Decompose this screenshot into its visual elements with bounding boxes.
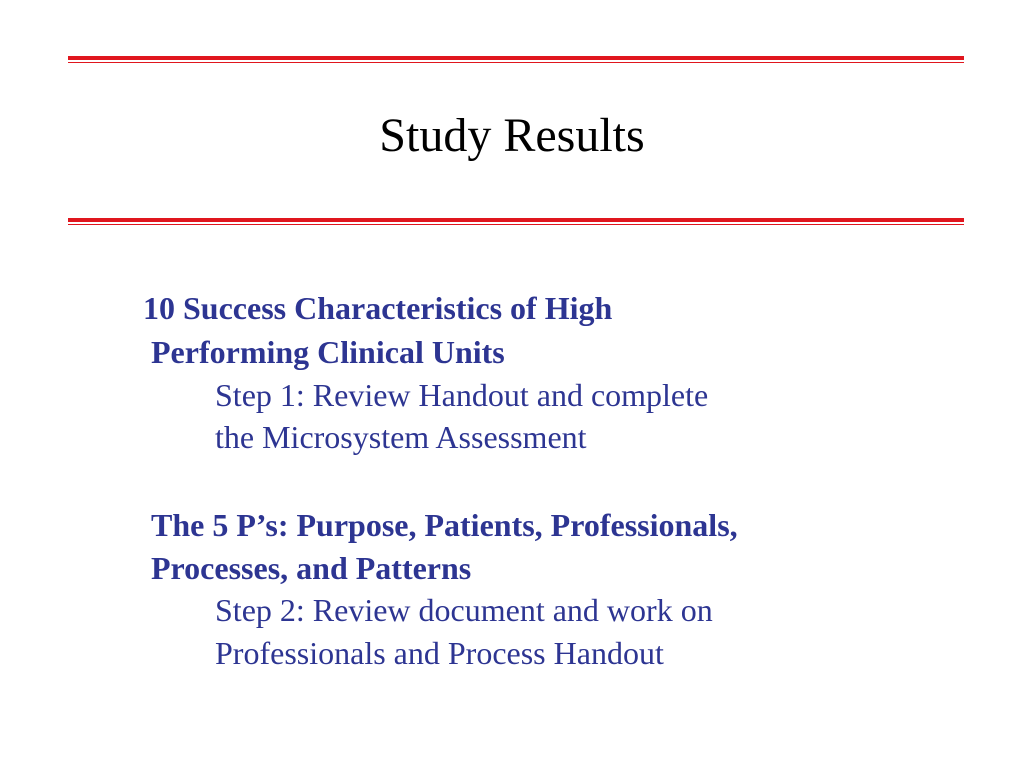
section-1-step-line-1: Step 1: Review Handout and complete: [215, 377, 709, 413]
section-2-heading-line-2: Processes, and Patterns: [151, 550, 472, 586]
section-1-heading-line-2: Performing Clinical Units: [151, 334, 505, 370]
bottom-divider: [68, 218, 964, 225]
top-divider-thick: [68, 56, 964, 60]
section-1-heading-line-1: 10 Success Characteristics of High: [143, 290, 613, 326]
top-divider: [68, 56, 964, 63]
bottom-divider-thin: [68, 224, 964, 225]
top-divider-thin: [68, 62, 964, 63]
section-2-step-line-2: Professionals and Process Handout: [215, 635, 664, 671]
section-1-step-line-2: the Microsystem Assessment: [215, 419, 587, 455]
slide-title: Study Results: [379, 109, 645, 162]
section-2-step-line-1: Step 2: Review document and work on: [215, 592, 713, 628]
section-2-heading-line-1: The 5 P’s: Purpose, Patients, Professionals,: [151, 507, 738, 543]
bottom-divider-thick: [68, 218, 964, 222]
